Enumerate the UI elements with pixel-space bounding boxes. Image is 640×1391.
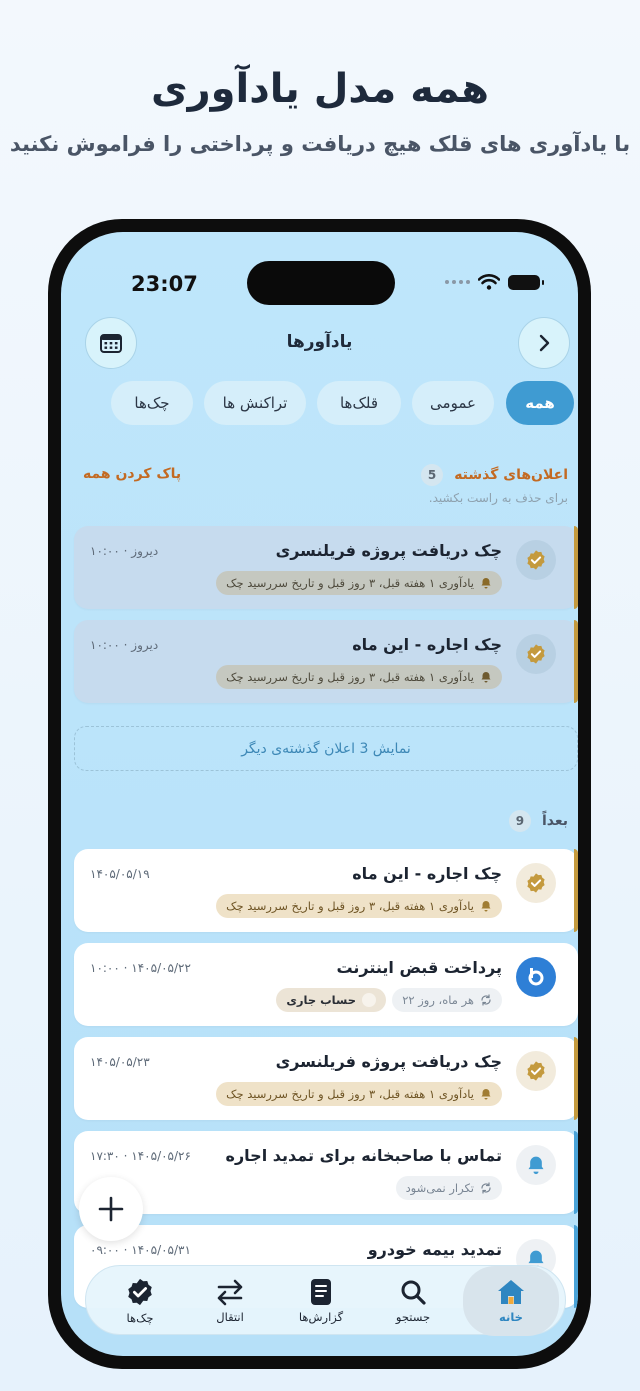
page-title: یادآورها (286, 332, 353, 352)
cheque-badge-icon (516, 634, 556, 674)
filter-tabs (61, 381, 578, 427)
nav-transfer[interactable] (187, 1266, 273, 1336)
account-name: حساب جاری (286, 993, 356, 1007)
reminder-title: تمدید بیمه خودرو (367, 1240, 502, 1259)
reminder-schedule-text: یادآوری ۱ هفته قبل، ۳ روز قبل و تاریخ سررسید چک (226, 670, 474, 684)
battery-icon (508, 275, 540, 290)
nav-transfer-label: انتقال (216, 1310, 244, 1324)
nav-reports-label: گزارش‌ها (298, 1310, 344, 1324)
nav-cheques-label: چک‌ها (126, 1311, 154, 1325)
reminder-schedule-chip (216, 665, 502, 689)
general-stripe (574, 1225, 578, 1308)
reminder-schedule-chip (216, 1082, 502, 1106)
upcoming-count-badge: 9 (509, 810, 531, 832)
repeat-text: هر ماه، روز ۲۲ (402, 993, 474, 1007)
phone-frame (48, 219, 591, 1369)
calendar-icon (99, 331, 123, 355)
signal-icon (445, 280, 470, 284)
reminder-date: ۱۴۰۵/۰۵/۳۱ · ۰۹:۰۰ (90, 1243, 191, 1257)
nav-cheques[interactable] (97, 1266, 183, 1336)
swipe-hint: برای حذف به راست بکشید. (428, 491, 568, 505)
search-icon (399, 1278, 427, 1306)
general-stripe (574, 1131, 578, 1214)
account-dot (362, 993, 376, 1007)
reminder-date: ۱۴۰۵/۰۵/۲۲ · ۱۰:۰۰ (90, 961, 191, 975)
cheque-badge-icon (516, 863, 556, 903)
cheque-stripe (574, 849, 578, 932)
nav-search-label: جستجو (395, 1310, 431, 1324)
hero-title: همه مدل یادآوری (150, 66, 490, 112)
reminder-date: ۱۴۰۵/۰۵/۲۶ · ۱۷:۳۰ (90, 1149, 191, 1163)
reminder-title: تماس با صاحبخانه برای تمدید اجاره (225, 1146, 502, 1165)
reminder-card[interactable] (74, 943, 578, 1026)
tab-transactions[interactable]: تراکنش ها (204, 381, 306, 425)
transfer-icon (215, 1278, 245, 1306)
reminder-date: ۱۴۰۵/۰۵/۲۳ (90, 1055, 150, 1069)
bell-icon (516, 1145, 556, 1185)
cheque-badge-icon (125, 1277, 155, 1307)
cheque-badge-icon (516, 540, 556, 580)
wifi-icon (478, 274, 500, 290)
bottom-nav (85, 1265, 566, 1335)
app-screen (61, 232, 578, 1356)
nav-home[interactable] (463, 1266, 559, 1336)
tab-general[interactable]: عمومی (412, 381, 494, 425)
dynamic-island (247, 261, 395, 305)
reminder-card[interactable] (74, 1131, 578, 1214)
repeat-chip (392, 988, 502, 1012)
reminder-date: دیروز · ۱۰:۰۰ (90, 544, 159, 558)
bell-icon (480, 900, 492, 912)
reminder-date: ۱۴۰۵/۰۵/۱۹ (90, 867, 150, 881)
bell-icon (480, 577, 492, 589)
status-time: 23:07 (131, 272, 198, 296)
repeat-icon (480, 1182, 492, 1194)
reminder-title: چک دریافت پروژه فریلنسری (275, 541, 502, 560)
calendar-button[interactable] (85, 317, 137, 369)
repeat-chip (396, 1176, 502, 1200)
status-icons (445, 274, 540, 290)
add-reminder-button[interactable] (79, 1177, 143, 1241)
reminder-schedule-text: یادآوری ۱ هفته قبل، ۳ روز قبل و تاریخ سررسید چک (226, 1087, 474, 1101)
past-reminder-card[interactable] (74, 526, 578, 609)
tab-cheques[interactable]: چک‌ها (111, 381, 193, 425)
repeat-text: تکرار نمی‌شود (405, 1181, 474, 1195)
show-more-past-button[interactable]: نمایش 3 اعلان گذشته‌ی دیگر (74, 726, 578, 771)
reports-icon (309, 1278, 333, 1306)
bell-icon (480, 1088, 492, 1100)
nav-reports[interactable] (277, 1266, 365, 1336)
nav-home-label: خانه (499, 1310, 523, 1324)
nav-search[interactable] (369, 1266, 457, 1336)
tab-all[interactable]: همه (506, 381, 574, 425)
reminder-schedule-chip (216, 571, 502, 595)
account-chip (276, 988, 386, 1012)
bank-logo-icon (516, 957, 556, 997)
tab-piggybanks[interactable]: قلک‌ها (317, 381, 401, 425)
past-section-title: اعلان‌های گذشته (454, 467, 568, 483)
past-reminder-card[interactable] (74, 620, 578, 703)
plus-icon (98, 1196, 124, 1222)
hero-subtitle: با یادآوری های قلک هیچ دریافت و پرداختی را فراموش نکنید (9, 132, 631, 156)
home-icon (496, 1278, 526, 1306)
cheque-stripe (574, 526, 578, 609)
cheque-stripe (574, 1037, 578, 1120)
reminder-schedule-text: یادآوری ۱ هفته قبل، ۳ روز قبل و تاریخ سررسید چک (226, 899, 474, 913)
repeat-icon (480, 994, 492, 1006)
reminder-card[interactable] (74, 1037, 578, 1120)
reminder-date: دیروز · ۱۰:۰۰ (90, 638, 159, 652)
reminder-title: چک اجاره - این ماه (352, 864, 502, 883)
reminder-title: پرداخت قبض اینترنت (336, 958, 502, 977)
clear-all-button[interactable]: پاک کردن همه (83, 466, 182, 482)
cheque-badge-icon (516, 1051, 556, 1091)
reminder-title: چک دریافت پروژه فریلنسری (275, 1052, 502, 1071)
cheque-stripe (574, 620, 578, 703)
past-count-badge: 5 (421, 464, 443, 486)
reminder-schedule-chip (216, 894, 502, 918)
reminder-schedule-text: یادآوری ۱ هفته قبل، ۳ روز قبل و تاریخ سررسید چک (226, 576, 474, 590)
bell-icon (480, 671, 492, 683)
reminder-card[interactable] (74, 849, 578, 932)
upcoming-section-title: بعداً (541, 813, 568, 829)
upcoming-section-header (83, 810, 568, 832)
reminder-title: چک اجاره - این ماه (352, 635, 502, 654)
